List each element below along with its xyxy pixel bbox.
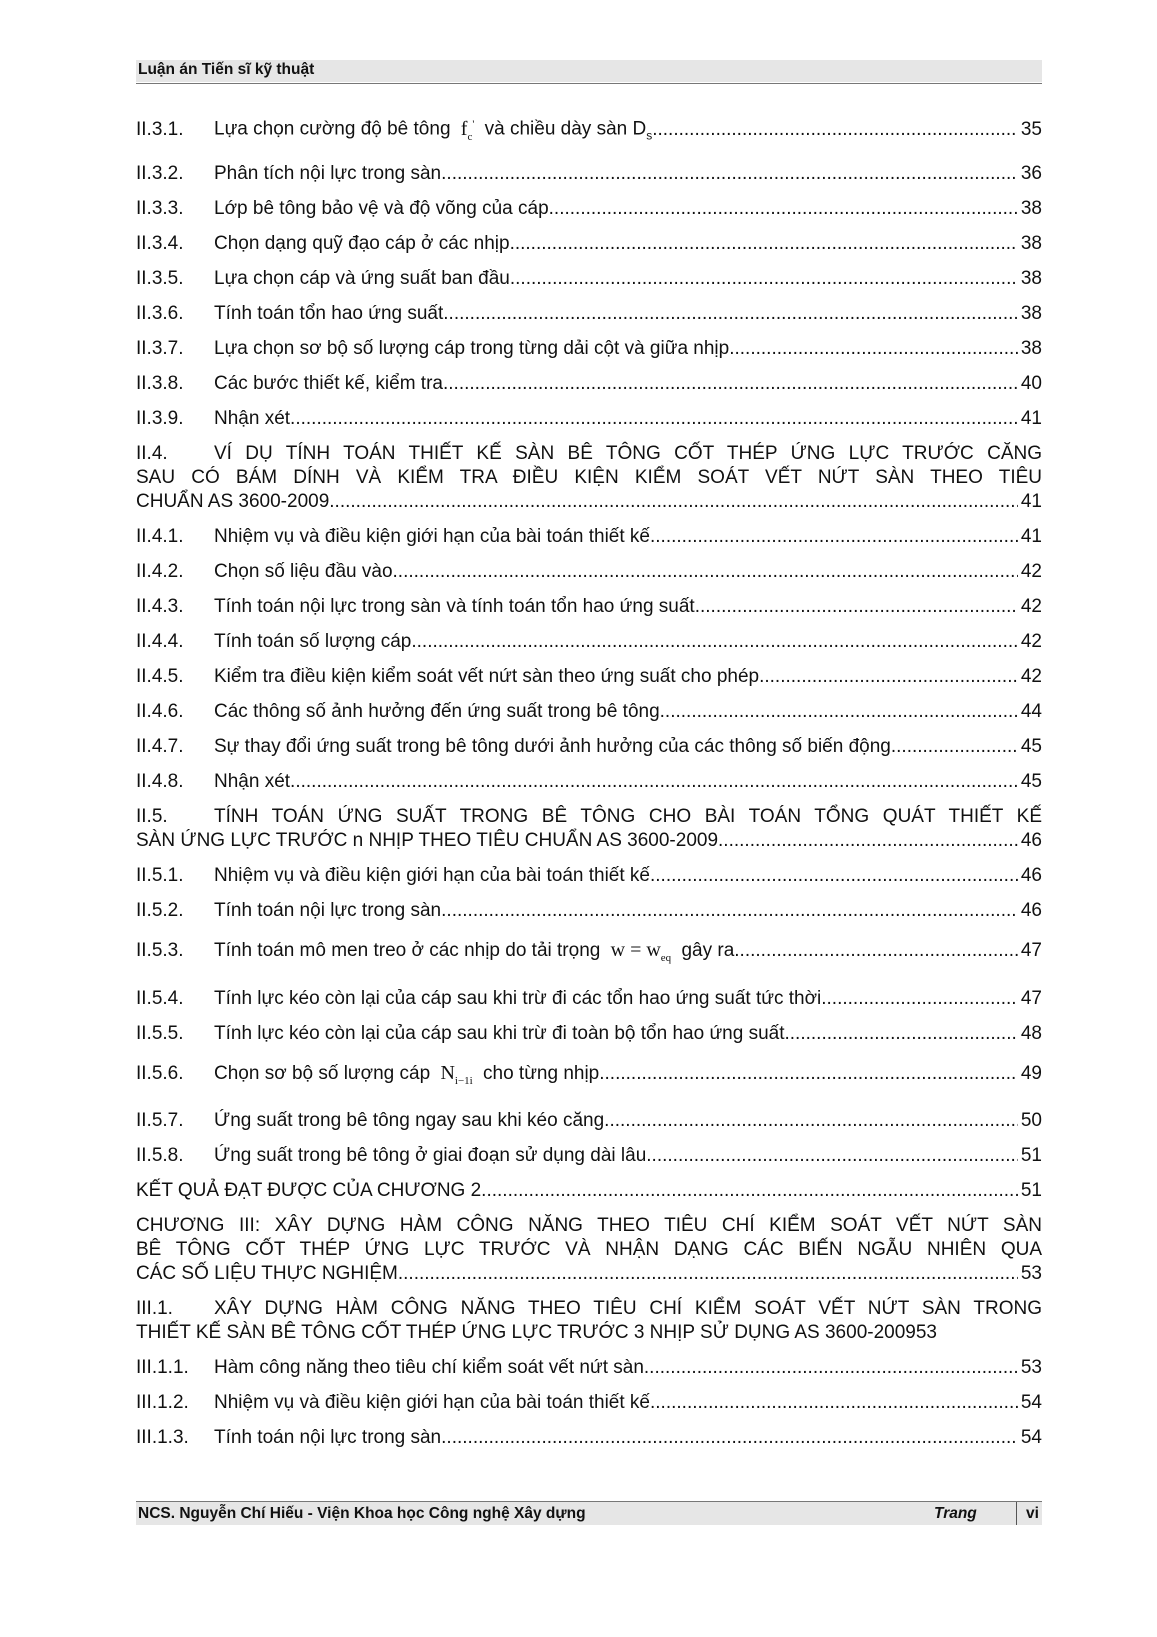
toc-entry-chapter2-results[interactable] (136, 1179, 1042, 1203)
toc-number: II.5.3. (136, 939, 184, 961)
toc-number: II.3.2. (136, 162, 184, 184)
toc-title: Tính toán tổn hao ứng suất (214, 302, 444, 324)
toc-title: Chọn dạng quỹ đạo cáp ở các nhịp (214, 232, 510, 254)
toc-page: 42 (1020, 560, 1042, 582)
toc-number: II.4.5. (136, 665, 184, 687)
toc-entry-chapter-III[interactable] (136, 1214, 1042, 1286)
toc-entry-II-3-8[interactable] (136, 372, 1042, 396)
toc-entry-II-3-3[interactable] (136, 197, 1042, 221)
toc-title-line: SAU CÓ BÁM DÍNH VÀ KIỂM TRA ĐIỀU KIỆN KIỂM SOÁT VẾT NỨT SÀN THEO TIÊU (136, 466, 1042, 488)
toc-title-line (136, 490, 1042, 514)
toc-entry-II-3-9[interactable] (136, 407, 1042, 431)
toc-leader (481, 1179, 1018, 1203)
toc-entry-II-5-3[interactable] (136, 938, 1042, 970)
toc-leader (510, 267, 1018, 291)
toc-title-part: cho từng nhịp (483, 1062, 600, 1084)
toc-number: II.3.7. (136, 337, 184, 359)
toc-title: Các thông số ảnh hưởng đến ứng suất trong bê tông (214, 700, 660, 722)
toc-entry-II-5-2[interactable] (136, 899, 1042, 923)
toc-title: Ứng suất trong bê tông ngay sau khi kéo căng (214, 1109, 605, 1131)
toc-page: 38 (1020, 232, 1042, 254)
toc-page: 38 (1020, 337, 1042, 359)
toc-leader (650, 864, 1018, 888)
toc-leader (604, 1109, 1018, 1133)
toc-leader (695, 595, 1018, 619)
toc-page: 50 (1020, 1109, 1042, 1131)
toc-page: 54 (1020, 1391, 1042, 1413)
toc-entry-II-5-1[interactable] (136, 864, 1042, 888)
toc-title: Sự thay đổi ứng suất trong bê tông dưới ảnh hưởng của các thông số biến động (214, 735, 891, 757)
toc-title: Phân tích nội lực trong sàn (214, 162, 442, 184)
toc-entry-II-3-7[interactable] (136, 337, 1042, 361)
toc-leader (290, 770, 1018, 794)
toc-page: 41 (1020, 407, 1042, 429)
toc-title: Nhận xét (214, 770, 291, 792)
toc-number: II.4.4. (136, 630, 184, 652)
toc-number: II.3.6. (136, 302, 184, 324)
toc-number: II.5. (136, 805, 168, 827)
toc-title-line: CHƯƠNG III: XÂY DỰNG HÀM CÔNG NĂNG THEO TIÊU CHÍ KIỂM SOÁT VẾT NỨT SÀN (136, 1214, 1042, 1236)
toc-number: III.1.1. (136, 1356, 189, 1378)
toc-title: Nhiệm vụ và điều kiện giới hạn của bài toán thiết kế (214, 864, 650, 886)
toc-leader (443, 372, 1018, 396)
toc-leader (821, 987, 1018, 1011)
toc-title: TÍNH TOÁN ỨNG SUẤT TRONG BÊ TÔNG CHO BÀI TOÁN TỔNG QUÁT THIẾT KẾ (214, 805, 1042, 827)
toc-title: CHUẨN AS 3600-2009 (136, 490, 330, 512)
toc-entry-II-5[interactable] (136, 805, 1042, 853)
toc-entry-II-5-5[interactable] (136, 1022, 1042, 1046)
toc-number: II.5.7. (136, 1109, 184, 1131)
toc-leader (759, 665, 1018, 689)
toc-leader (411, 630, 1018, 654)
toc-entry-II-4-4[interactable] (136, 630, 1042, 654)
toc-title-line (136, 1321, 1042, 1345)
toc-leader (441, 1426, 1018, 1450)
toc-title: Tính toán số lượng cáp (214, 630, 412, 652)
toc-page: 35 (1020, 118, 1042, 140)
toc-page: 46 (1020, 899, 1042, 921)
footer-divider (1016, 1502, 1017, 1525)
toc-leader (441, 899, 1018, 923)
toc-leader (644, 1356, 1018, 1380)
toc-title-line (136, 1297, 1042, 1321)
toc-page: 38 (1020, 302, 1042, 324)
toc-title: Kiểm tra điều kiện kiểm soát vết nứt sàn theo ứng suất cho phép (214, 665, 760, 687)
toc-number: III.1.3. (136, 1426, 189, 1448)
toc-number: II.5.8. (136, 1144, 184, 1166)
toc-title: Nhận xét (214, 407, 291, 429)
toc-title: Hàm công năng theo tiêu chí kiểm soát vết nứt sàn (214, 1356, 644, 1378)
toc-title (214, 1061, 599, 1093)
toc-entry-II-3-1[interactable] (136, 112, 1042, 149)
toc-entry-II-3-4[interactable] (136, 232, 1042, 256)
toc-number: II.4.3. (136, 595, 184, 617)
toc-title-sub: s (646, 128, 653, 143)
toc-leader (443, 302, 1018, 326)
toc-title: THIẾT KẾ SÀN BÊ TÔNG CỐT THÉP ỨNG LỰC TRƯỚC 3 NHỊP SỬ DỤNG AS 3600-2009 (136, 1321, 916, 1343)
toc-entry-II-3-5[interactable] (136, 267, 1042, 291)
toc-entry-II-3-2[interactable] (136, 162, 1042, 186)
toc-title: CÁC SỐ LIỆU THỰC NGHIỆM (136, 1262, 398, 1284)
toc-leader (393, 560, 1018, 584)
toc-number: II.4.7. (136, 735, 184, 757)
toc-page: 46 (1020, 864, 1042, 886)
toc-leader (652, 118, 1018, 142)
toc-entry-II-5-6[interactable] (136, 1061, 1042, 1093)
toc-entry-II-4-5[interactable] (136, 665, 1042, 689)
toc-entry-III-1-1[interactable] (136, 1356, 1042, 1380)
toc-page: 49 (1020, 1062, 1042, 1084)
toc-title-part: và chiều dày sàn D (484, 118, 647, 140)
toc-leader (290, 407, 1018, 431)
toc-leader (891, 735, 1018, 759)
toc-entry-II-4[interactable] (136, 442, 1042, 514)
toc-page: 47 (1020, 987, 1042, 1009)
toc-number: II.5.5. (136, 1022, 184, 1044)
toc-number: II.5.6. (136, 1062, 184, 1084)
toc-title-line (136, 442, 1042, 466)
toc-leader (599, 1062, 1018, 1086)
toc-page: 53 (1020, 1356, 1042, 1378)
toc-title: VÍ DỤ TÍNH TOÁN THIẾT KẾ SÀN BÊ TÔNG CỐT THÉP ỨNG LỰC TRƯỚC CĂNG (214, 442, 1042, 464)
toc-page: 51 (1020, 1144, 1042, 1166)
toc-page: 47 (1020, 939, 1042, 961)
toc-number: II.4.2. (136, 560, 184, 582)
toc-title-part: Tính toán mô men treo ở các nhịp do tải trọng (214, 939, 601, 961)
n-base: N (440, 1061, 455, 1084)
toc-leader (646, 1144, 1018, 1168)
toc-title: Ứng suất trong bê tông ở giai đoạn sử dụng dài lâu (214, 1144, 647, 1166)
toc-title: XÂY DỰNG HÀM CÔNG NĂNG THEO TIÊU CHÍ KIỂM SOÁT VẾT NỨT SÀN TRONG (214, 1297, 1042, 1319)
fc-formula (456, 117, 480, 143)
toc-page: 45 (1020, 735, 1042, 757)
toc-number: II.4.1. (136, 525, 184, 547)
toc-leader (329, 490, 1018, 514)
w-lhs: w = w (610, 938, 661, 961)
toc-title: Tính toán nội lực trong sàn (214, 1426, 442, 1448)
toc-title: SÀN ỨNG LỰC TRƯỚC n NHỊP THEO TIÊU CHUẨN AS 3600-2009 (136, 829, 719, 851)
toc-title: Lựa chọn sơ bộ số lượng cáp trong từng dải cột và giữa nhịp (214, 337, 730, 359)
toc-entry-II-5-4[interactable] (136, 987, 1042, 1011)
toc-number: II.3.9. (136, 407, 184, 429)
toc-title (214, 112, 652, 149)
toc-page: 42 (1020, 630, 1042, 652)
toc-entry-II-4-8[interactable] (136, 770, 1042, 794)
toc-title: Lựa chọn cáp và ứng suất ban đầu (214, 267, 510, 289)
toc-number: II.3.3. (136, 197, 184, 219)
toc-page: 44 (1020, 700, 1042, 722)
toc-title: Nhiệm vụ và điều kiện giới hạn của bài toán thiết kế (214, 525, 650, 547)
toc-page: 38 (1020, 197, 1042, 219)
toc-page: 42 (1020, 665, 1042, 687)
toc-number: III.1. (136, 1297, 173, 1319)
footer-page-number: vi (1026, 1505, 1039, 1522)
toc-entry-II-4-6[interactable] (136, 700, 1042, 724)
toc-leader (549, 197, 1018, 221)
footer-page-label: Trang (934, 1505, 977, 1522)
toc-title (214, 938, 734, 970)
toc-leader (510, 232, 1018, 256)
table-of-contents (136, 112, 1042, 1450)
toc-title-line (136, 829, 1042, 853)
toc-number: II.5.4. (136, 987, 184, 1009)
toc-number: II.3.8. (136, 372, 184, 394)
page-header (136, 55, 1042, 84)
toc-entry-II-5-7[interactable] (136, 1109, 1042, 1133)
fc-sup: ' (472, 118, 475, 130)
toc-leader (718, 829, 1018, 853)
toc-entry-III-1-3[interactable] (136, 1426, 1042, 1450)
toc-leader (729, 337, 1018, 361)
toc-page: 53 (1020, 1262, 1042, 1284)
n-sub: i−1i (454, 1074, 473, 1087)
toc-leader (398, 1262, 1018, 1286)
toc-number: II.3.4. (136, 232, 184, 254)
toc-page: 41 (1020, 525, 1042, 547)
toc-number: II.4.8. (136, 770, 184, 792)
toc-title: Tính toán nội lực trong sàn (214, 899, 442, 921)
toc-entry-II-4-1[interactable] (136, 525, 1042, 549)
page-footer (136, 1501, 1042, 1526)
toc-title: Nhiệm vụ và điều kiện giới hạn của bài toán thiết kế (214, 1391, 650, 1413)
toc-title: Tính lực kéo còn lại của cáp sau khi trừ đi toàn bộ tổn hao ứng suất (214, 1022, 785, 1044)
toc-number: II.5.2. (136, 899, 184, 921)
header-title: Luận án Tiến sĩ kỹ thuật (138, 61, 315, 78)
toc-page: 51 (1020, 1179, 1042, 1201)
toc-page: 42 (1020, 595, 1042, 617)
toc-leader (660, 700, 1018, 724)
toc-leader (650, 1391, 1018, 1415)
toc-entry-II-4-2[interactable] (136, 560, 1042, 584)
toc-page: 41 (1020, 490, 1042, 512)
toc-title-line (136, 1262, 1042, 1286)
toc-title: Các bước thiết kế, kiểm tra (214, 372, 443, 394)
fc-base: f (460, 117, 468, 140)
w-sub: eq (660, 951, 672, 964)
toc-page: 40 (1020, 372, 1042, 394)
toc-title-part: gây ra (681, 939, 735, 961)
toc-title-part: Chọn sơ bộ số lượng cáp (214, 1062, 431, 1084)
toc-title: Tính lực kéo còn lại của cáp sau khi trừ đi các tổn hao ứng suất tức thời (214, 987, 822, 1009)
toc-number: II.3.5. (136, 267, 184, 289)
toc-page: 38 (1020, 267, 1042, 289)
toc-entry-II-4-7[interactable] (136, 735, 1042, 759)
toc-number: II.4. (136, 442, 168, 464)
toc-number: II.4.6. (136, 700, 184, 722)
toc-title: KẾT QUẢ ĐẠT ĐƯỢC CỦA CHƯƠNG 2 (136, 1179, 482, 1201)
toc-leader (734, 939, 1018, 963)
toc-entry-II-5-8[interactable] (136, 1144, 1042, 1168)
toc-number: III.1.2. (136, 1391, 189, 1413)
toc-page: 53 (915, 1321, 937, 1343)
toc-leader (441, 162, 1018, 186)
toc-title-part: Lựa chọn cường độ bê tông (214, 118, 451, 140)
toc-page: 54 (1020, 1426, 1042, 1448)
toc-title-line: BÊ TÔNG CỐT THÉP ỨNG LỰC TRƯỚC VÀ NHẬN DẠNG CÁC BIẾN NGẪU NHIÊN QUA (136, 1238, 1042, 1260)
toc-page: 36 (1020, 162, 1042, 184)
toc-leader (785, 1022, 1019, 1046)
toc-entry-III-1-2[interactable] (136, 1391, 1042, 1415)
toc-entry-III-1[interactable] (136, 1297, 1042, 1345)
toc-number: II.5.1. (136, 864, 184, 886)
w-formula (606, 938, 677, 964)
toc-title: Chọn số liệu đầu vào (214, 560, 393, 582)
toc-title: Lớp bê tông bảo vệ và độ võng của cáp (214, 197, 549, 219)
toc-entry-II-4-3[interactable] (136, 595, 1042, 619)
toc-title-line (136, 805, 1042, 829)
toc-title: Tính toán nội lực trong sàn và tính toán tổn hao ứng suất (214, 595, 695, 617)
footer-author: NCS. Nguyễn Chí Hiếu - Viện Khoa học Công nghệ Xây dựng (138, 1505, 586, 1522)
n-formula (435, 1061, 477, 1087)
toc-page: 48 (1020, 1022, 1042, 1044)
toc-page: 45 (1020, 770, 1042, 792)
fc-sub: c (467, 130, 473, 143)
toc-number: II.3.1. (136, 118, 184, 140)
toc-page: 46 (1020, 829, 1042, 851)
toc-entry-II-3-6[interactable] (136, 302, 1042, 326)
toc-leader (650, 525, 1018, 549)
